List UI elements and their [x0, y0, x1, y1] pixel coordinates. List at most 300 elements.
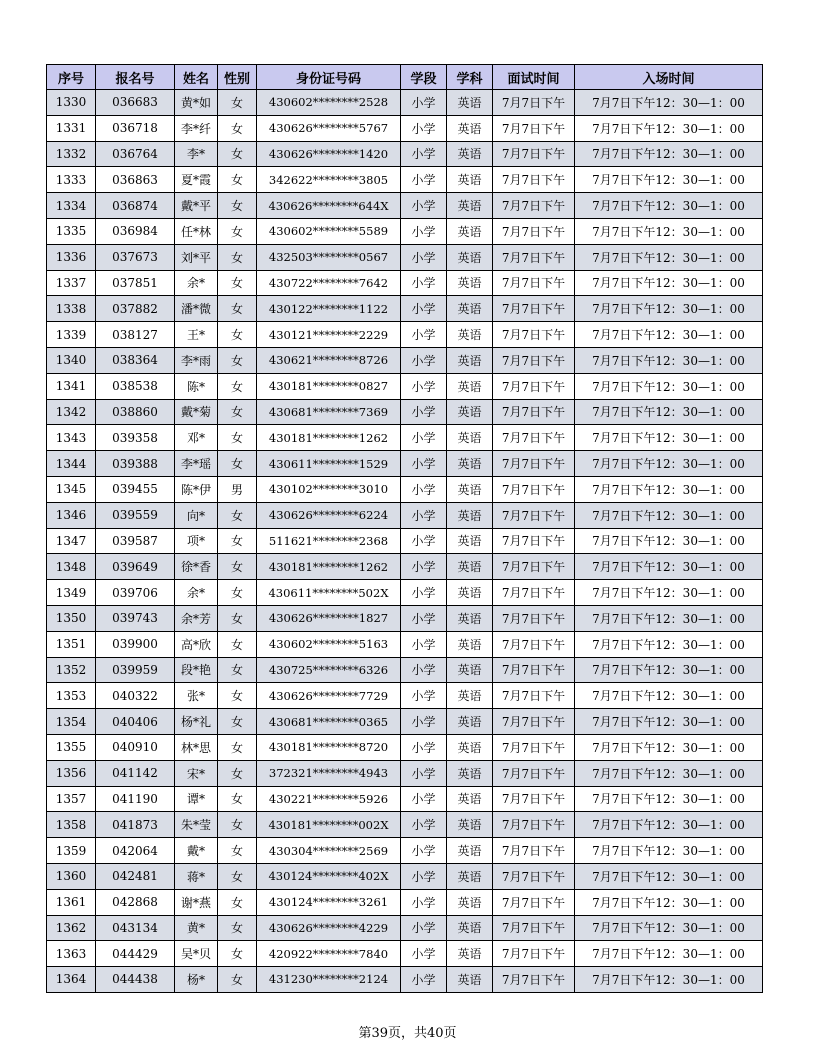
cell-seq: 1346	[47, 502, 96, 528]
cell-interview-time: 7月7日下午	[493, 863, 575, 889]
cell-reg-no: 039959	[96, 657, 175, 683]
table-row	[47, 115, 763, 141]
cell-seq: 1357	[47, 786, 96, 812]
cell-reg-no: 039559	[96, 502, 175, 528]
cell-stage: 小学	[401, 244, 447, 270]
cell-entry-time: 7月7日下午12：30—1：00	[575, 812, 763, 838]
candidate-table	[46, 64, 763, 993]
cell-interview-time: 7月7日下午	[493, 347, 575, 373]
cell-subject: 英语	[447, 812, 493, 838]
cell-name: 王*	[175, 322, 218, 348]
cell-seq: 1347	[47, 528, 96, 554]
cell-subject: 英语	[447, 734, 493, 760]
header-entry-time: 入场时间	[575, 65, 763, 90]
header-subject: 学科	[447, 65, 493, 90]
cell-seq: 1333	[47, 167, 96, 193]
cell-name: 吴*贝	[175, 941, 218, 967]
cell-interview-time: 7月7日下午	[493, 838, 575, 864]
cell-subject: 英语	[447, 115, 493, 141]
cell-seq: 1330	[47, 90, 96, 116]
cell-stage: 小学	[401, 115, 447, 141]
table-row	[47, 580, 763, 606]
cell-stage: 小学	[401, 760, 447, 786]
cell-id-number: 430681********7369	[257, 399, 401, 425]
cell-id-number: 430621********8726	[257, 347, 401, 373]
cell-interview-time: 7月7日下午	[493, 115, 575, 141]
cell-seq: 1358	[47, 812, 96, 838]
table-row	[47, 838, 763, 864]
cell-stage: 小学	[401, 734, 447, 760]
cell-seq: 1331	[47, 115, 96, 141]
table-row	[47, 760, 763, 786]
table-row	[47, 244, 763, 270]
cell-gender: 女	[218, 115, 257, 141]
cell-interview-time: 7月7日下午	[493, 554, 575, 580]
cell-interview-time: 7月7日下午	[493, 605, 575, 631]
cell-reg-no: 036863	[96, 167, 175, 193]
cell-id-number: 430626********1420	[257, 141, 401, 167]
cell-entry-time: 7月7日下午12：30—1：00	[575, 760, 763, 786]
cell-interview-time: 7月7日下午	[493, 941, 575, 967]
cell-interview-time: 7月7日下午	[493, 786, 575, 812]
header-reg-no: 报名号	[96, 65, 175, 90]
cell-name: 朱*莹	[175, 812, 218, 838]
cell-entry-time: 7月7日下午12：30—1：00	[575, 580, 763, 606]
cell-interview-time: 7月7日下午	[493, 476, 575, 502]
cell-id-number: 430124********402X	[257, 863, 401, 889]
cell-name: 段*艳	[175, 657, 218, 683]
cell-id-number: 430181********1262	[257, 425, 401, 451]
cell-name: 李*瑶	[175, 451, 218, 477]
cell-id-number: 430602********5589	[257, 218, 401, 244]
cell-reg-no: 038364	[96, 347, 175, 373]
cell-stage: 小学	[401, 786, 447, 812]
cell-subject: 英语	[447, 863, 493, 889]
cell-reg-no: 037851	[96, 270, 175, 296]
cell-reg-no: 039900	[96, 631, 175, 657]
header-gender: 性别	[218, 65, 257, 90]
cell-seq: 1355	[47, 734, 96, 760]
header-interview-time: 面试时间	[493, 65, 575, 90]
cell-name: 高*欣	[175, 631, 218, 657]
cell-seq: 1337	[47, 270, 96, 296]
cell-stage: 小学	[401, 399, 447, 425]
cell-gender: 女	[218, 657, 257, 683]
cell-subject: 英语	[447, 631, 493, 657]
cell-gender: 女	[218, 193, 257, 219]
cell-id-number: 511621********2368	[257, 528, 401, 554]
cell-id-number: 430681********0365	[257, 709, 401, 735]
cell-seq: 1353	[47, 683, 96, 709]
cell-interview-time: 7月7日下午	[493, 296, 575, 322]
cell-interview-time: 7月7日下午	[493, 683, 575, 709]
cell-reg-no: 039649	[96, 554, 175, 580]
table-row	[47, 322, 763, 348]
cell-subject: 英语	[447, 967, 493, 993]
cell-subject: 英语	[447, 167, 493, 193]
cell-name: 黄*	[175, 915, 218, 941]
header-stage: 学段	[401, 65, 447, 90]
cell-stage: 小学	[401, 270, 447, 296]
cell-reg-no: 036764	[96, 141, 175, 167]
cell-name: 刘*平	[175, 244, 218, 270]
cell-stage: 小学	[401, 528, 447, 554]
cell-gender: 女	[218, 90, 257, 116]
cell-subject: 英语	[447, 528, 493, 554]
cell-reg-no: 040406	[96, 709, 175, 735]
cell-interview-time: 7月7日下午	[493, 451, 575, 477]
cell-reg-no: 044438	[96, 967, 175, 993]
table-row	[47, 812, 763, 838]
cell-reg-no: 042481	[96, 863, 175, 889]
cell-seq: 1356	[47, 760, 96, 786]
cell-subject: 英语	[447, 141, 493, 167]
cell-interview-time: 7月7日下午	[493, 889, 575, 915]
cell-entry-time: 7月7日下午12：30—1：00	[575, 193, 763, 219]
cell-subject: 英语	[447, 786, 493, 812]
cell-reg-no: 037673	[96, 244, 175, 270]
cell-name: 林*思	[175, 734, 218, 760]
cell-id-number: 430221********5926	[257, 786, 401, 812]
cell-reg-no: 038860	[96, 399, 175, 425]
cell-stage: 小学	[401, 193, 447, 219]
cell-name: 向*	[175, 502, 218, 528]
cell-name: 陈*	[175, 373, 218, 399]
cell-seq: 1345	[47, 476, 96, 502]
cell-subject: 英语	[447, 90, 493, 116]
table-row	[47, 141, 763, 167]
table-row	[47, 167, 763, 193]
header-name: 姓名	[175, 65, 218, 90]
cell-id-number: 430725********6326	[257, 657, 401, 683]
cell-interview-time: 7月7日下午	[493, 141, 575, 167]
cell-entry-time: 7月7日下午12：30—1：00	[575, 838, 763, 864]
cell-name: 李*	[175, 141, 218, 167]
cell-name: 谭*	[175, 786, 218, 812]
table-row	[47, 296, 763, 322]
cell-stage: 小学	[401, 657, 447, 683]
cell-gender: 女	[218, 605, 257, 631]
cell-interview-time: 7月7日下午	[493, 812, 575, 838]
cell-reg-no: 038538	[96, 373, 175, 399]
cell-gender: 女	[218, 889, 257, 915]
cell-entry-time: 7月7日下午12：30—1：00	[575, 167, 763, 193]
cell-reg-no: 036718	[96, 115, 175, 141]
cell-seq: 1343	[47, 425, 96, 451]
cell-subject: 英语	[447, 451, 493, 477]
cell-entry-time: 7月7日下午12：30—1：00	[575, 631, 763, 657]
cell-name: 潘*微	[175, 296, 218, 322]
cell-subject: 英语	[447, 580, 493, 606]
cell-id-number: 430181********1262	[257, 554, 401, 580]
cell-entry-time: 7月7日下午12：30—1：00	[575, 605, 763, 631]
table-row	[47, 709, 763, 735]
cell-reg-no: 039358	[96, 425, 175, 451]
cell-subject: 英语	[447, 941, 493, 967]
cell-name: 杨*礼	[175, 709, 218, 735]
cell-stage: 小学	[401, 683, 447, 709]
cell-reg-no: 039743	[96, 605, 175, 631]
table-row	[47, 554, 763, 580]
cell-reg-no: 041873	[96, 812, 175, 838]
cell-seq: 1332	[47, 141, 96, 167]
cell-subject: 英语	[447, 476, 493, 502]
cell-interview-time: 7月7日下午	[493, 167, 575, 193]
cell-stage: 小学	[401, 167, 447, 193]
cell-stage: 小学	[401, 476, 447, 502]
cell-name: 余*	[175, 580, 218, 606]
cell-id-number: 430626********5767	[257, 115, 401, 141]
cell-stage: 小学	[401, 141, 447, 167]
cell-reg-no: 042868	[96, 889, 175, 915]
cell-gender: 女	[218, 631, 257, 657]
cell-reg-no: 039587	[96, 528, 175, 554]
table-row	[47, 657, 763, 683]
cell-seq: 1349	[47, 580, 96, 606]
cell-gender: 女	[218, 347, 257, 373]
cell-subject: 英语	[447, 760, 493, 786]
cell-reg-no: 044429	[96, 941, 175, 967]
table-row	[47, 683, 763, 709]
cell-id-number: 430602********5163	[257, 631, 401, 657]
cell-seq: 1340	[47, 347, 96, 373]
cell-name: 张*	[175, 683, 218, 709]
cell-entry-time: 7月7日下午12：30—1：00	[575, 889, 763, 915]
cell-interview-time: 7月7日下午	[493, 967, 575, 993]
cell-subject: 英语	[447, 218, 493, 244]
cell-stage: 小学	[401, 347, 447, 373]
cell-entry-time: 7月7日下午12：30—1：00	[575, 218, 763, 244]
cell-entry-time: 7月7日下午12：30—1：00	[575, 734, 763, 760]
cell-gender: 女	[218, 528, 257, 554]
cell-seq: 1339	[47, 322, 96, 348]
cell-reg-no: 037882	[96, 296, 175, 322]
cell-seq: 1344	[47, 451, 96, 477]
cell-id-number: 430602********2528	[257, 90, 401, 116]
cell-stage: 小学	[401, 889, 447, 915]
cell-entry-time: 7月7日下午12：30—1：00	[575, 347, 763, 373]
cell-seq: 1334	[47, 193, 96, 219]
cell-seq: 1352	[47, 657, 96, 683]
cell-interview-time: 7月7日下午	[493, 399, 575, 425]
table-row	[47, 90, 763, 116]
cell-entry-time: 7月7日下午12：30—1：00	[575, 709, 763, 735]
cell-stage: 小学	[401, 322, 447, 348]
cell-seq: 1350	[47, 605, 96, 631]
table-row	[47, 270, 763, 296]
cell-stage: 小学	[401, 967, 447, 993]
cell-gender: 女	[218, 683, 257, 709]
cell-entry-time: 7月7日下午12：30—1：00	[575, 141, 763, 167]
cell-subject: 英语	[447, 373, 493, 399]
cell-entry-time: 7月7日下午12：30—1：00	[575, 786, 763, 812]
cell-stage: 小学	[401, 812, 447, 838]
cell-subject: 英语	[447, 915, 493, 941]
cell-gender: 女	[218, 270, 257, 296]
cell-interview-time: 7月7日下午	[493, 270, 575, 296]
cell-interview-time: 7月7日下午	[493, 244, 575, 270]
cell-subject: 英语	[447, 425, 493, 451]
cell-gender: 女	[218, 709, 257, 735]
cell-seq: 1342	[47, 399, 96, 425]
cell-entry-time: 7月7日下午12：30—1：00	[575, 296, 763, 322]
cell-stage: 小学	[401, 554, 447, 580]
cell-subject: 英语	[447, 838, 493, 864]
cell-subject: 英语	[447, 347, 493, 373]
cell-name: 李*雨	[175, 347, 218, 373]
cell-entry-time: 7月7日下午12：30—1：00	[575, 90, 763, 116]
cell-subject: 英语	[447, 657, 493, 683]
cell-id-number: 430304********2569	[257, 838, 401, 864]
cell-subject: 英语	[447, 193, 493, 219]
cell-name: 黄*如	[175, 90, 218, 116]
cell-interview-time: 7月7日下午	[493, 580, 575, 606]
cell-stage: 小学	[401, 502, 447, 528]
cell-reg-no: 038127	[96, 322, 175, 348]
table-row	[47, 193, 763, 219]
cell-gender: 女	[218, 322, 257, 348]
cell-entry-time: 7月7日下午12：30—1：00	[575, 399, 763, 425]
cell-gender: 女	[218, 580, 257, 606]
cell-interview-time: 7月7日下午	[493, 915, 575, 941]
cell-interview-time: 7月7日下午	[493, 373, 575, 399]
cell-gender: 女	[218, 399, 257, 425]
cell-subject: 英语	[447, 296, 493, 322]
cell-name: 徐*香	[175, 554, 218, 580]
cell-name: 余*芳	[175, 605, 218, 631]
cell-seq: 1351	[47, 631, 96, 657]
cell-subject: 英语	[447, 244, 493, 270]
cell-id-number: 430181********002X	[257, 812, 401, 838]
cell-interview-time: 7月7日下午	[493, 502, 575, 528]
cell-gender: 女	[218, 838, 257, 864]
cell-stage: 小学	[401, 631, 447, 657]
cell-entry-time: 7月7日下午12：30—1：00	[575, 863, 763, 889]
cell-entry-time: 7月7日下午12：30—1：00	[575, 915, 763, 941]
cell-name: 邓*	[175, 425, 218, 451]
cell-id-number: 430124********3261	[257, 889, 401, 915]
cell-reg-no: 036984	[96, 218, 175, 244]
cell-stage: 小学	[401, 580, 447, 606]
cell-id-number: 430121********2229	[257, 322, 401, 348]
cell-id-number: 372321********4943	[257, 760, 401, 786]
cell-id-number: 430722********7642	[257, 270, 401, 296]
cell-id-number: 432503********0567	[257, 244, 401, 270]
cell-stage: 小学	[401, 863, 447, 889]
table-row	[47, 502, 763, 528]
cell-entry-time: 7月7日下午12：30—1：00	[575, 425, 763, 451]
cell-subject: 英语	[447, 709, 493, 735]
cell-subject: 英语	[447, 502, 493, 528]
table-row	[47, 889, 763, 915]
cell-entry-time: 7月7日下午12：30—1：00	[575, 373, 763, 399]
table-row	[47, 451, 763, 477]
cell-seq: 1335	[47, 218, 96, 244]
table-row	[47, 967, 763, 993]
table-row	[47, 347, 763, 373]
cell-stage: 小学	[401, 451, 447, 477]
cell-interview-time: 7月7日下午	[493, 90, 575, 116]
header-row	[47, 65, 763, 90]
cell-name: 项*	[175, 528, 218, 554]
cell-entry-time: 7月7日下午12：30—1：00	[575, 502, 763, 528]
table-row	[47, 863, 763, 889]
cell-gender: 女	[218, 218, 257, 244]
cell-reg-no: 042064	[96, 838, 175, 864]
cell-reg-no: 040910	[96, 734, 175, 760]
cell-interview-time: 7月7日下午	[493, 193, 575, 219]
cell-interview-time: 7月7日下午	[493, 657, 575, 683]
cell-gender: 女	[218, 812, 257, 838]
cell-id-number: 430626********4229	[257, 915, 401, 941]
cell-reg-no: 039455	[96, 476, 175, 502]
cell-gender: 女	[218, 373, 257, 399]
cell-reg-no: 039388	[96, 451, 175, 477]
cell-name: 李*纤	[175, 115, 218, 141]
cell-name: 戴*菊	[175, 399, 218, 425]
cell-reg-no: 041190	[96, 786, 175, 812]
cell-reg-no: 043134	[96, 915, 175, 941]
table-row	[47, 631, 763, 657]
cell-name: 杨*	[175, 967, 218, 993]
table-row	[47, 528, 763, 554]
cell-entry-time: 7月7日下午12：30—1：00	[575, 657, 763, 683]
cell-subject: 英语	[447, 399, 493, 425]
table-row	[47, 425, 763, 451]
cell-name: 余*	[175, 270, 218, 296]
table-body	[47, 90, 763, 993]
cell-reg-no: 040322	[96, 683, 175, 709]
cell-name: 蒋*	[175, 863, 218, 889]
cell-seq: 1361	[47, 889, 96, 915]
cell-id-number: 431230********2124	[257, 967, 401, 993]
cell-seq: 1363	[47, 941, 96, 967]
cell-id-number: 420922********7840	[257, 941, 401, 967]
table-row	[47, 399, 763, 425]
page-footer: 第39页，共40页	[358, 1026, 457, 1041]
cell-stage: 小学	[401, 838, 447, 864]
cell-gender: 女	[218, 244, 257, 270]
cell-entry-time: 7月7日下午12：30—1：00	[575, 115, 763, 141]
cell-seq: 1364	[47, 967, 96, 993]
cell-id-number: 430181********0827	[257, 373, 401, 399]
table-row	[47, 915, 763, 941]
cell-reg-no: 036874	[96, 193, 175, 219]
cell-gender: 女	[218, 296, 257, 322]
cell-interview-time: 7月7日下午	[493, 709, 575, 735]
cell-interview-time: 7月7日下午	[493, 218, 575, 244]
cell-entry-time: 7月7日下午12：30—1：00	[575, 451, 763, 477]
cell-gender: 女	[218, 451, 257, 477]
cell-gender: 女	[218, 967, 257, 993]
cell-stage: 小学	[401, 915, 447, 941]
cell-subject: 英语	[447, 889, 493, 915]
cell-seq: 1336	[47, 244, 96, 270]
cell-subject: 英语	[447, 605, 493, 631]
cell-stage: 小学	[401, 296, 447, 322]
header-seq: 序号	[47, 65, 96, 90]
cell-gender: 女	[218, 502, 257, 528]
cell-seq: 1354	[47, 709, 96, 735]
cell-entry-time: 7月7日下午12：30—1：00	[575, 476, 763, 502]
cell-seq: 1362	[47, 915, 96, 941]
cell-gender: 女	[218, 941, 257, 967]
cell-id-number: 430626********7729	[257, 683, 401, 709]
cell-id-number: 430626********1827	[257, 605, 401, 631]
cell-id-number: 430626********644X	[257, 193, 401, 219]
cell-reg-no: 039706	[96, 580, 175, 606]
cell-entry-time: 7月7日下午12：30—1：00	[575, 270, 763, 296]
